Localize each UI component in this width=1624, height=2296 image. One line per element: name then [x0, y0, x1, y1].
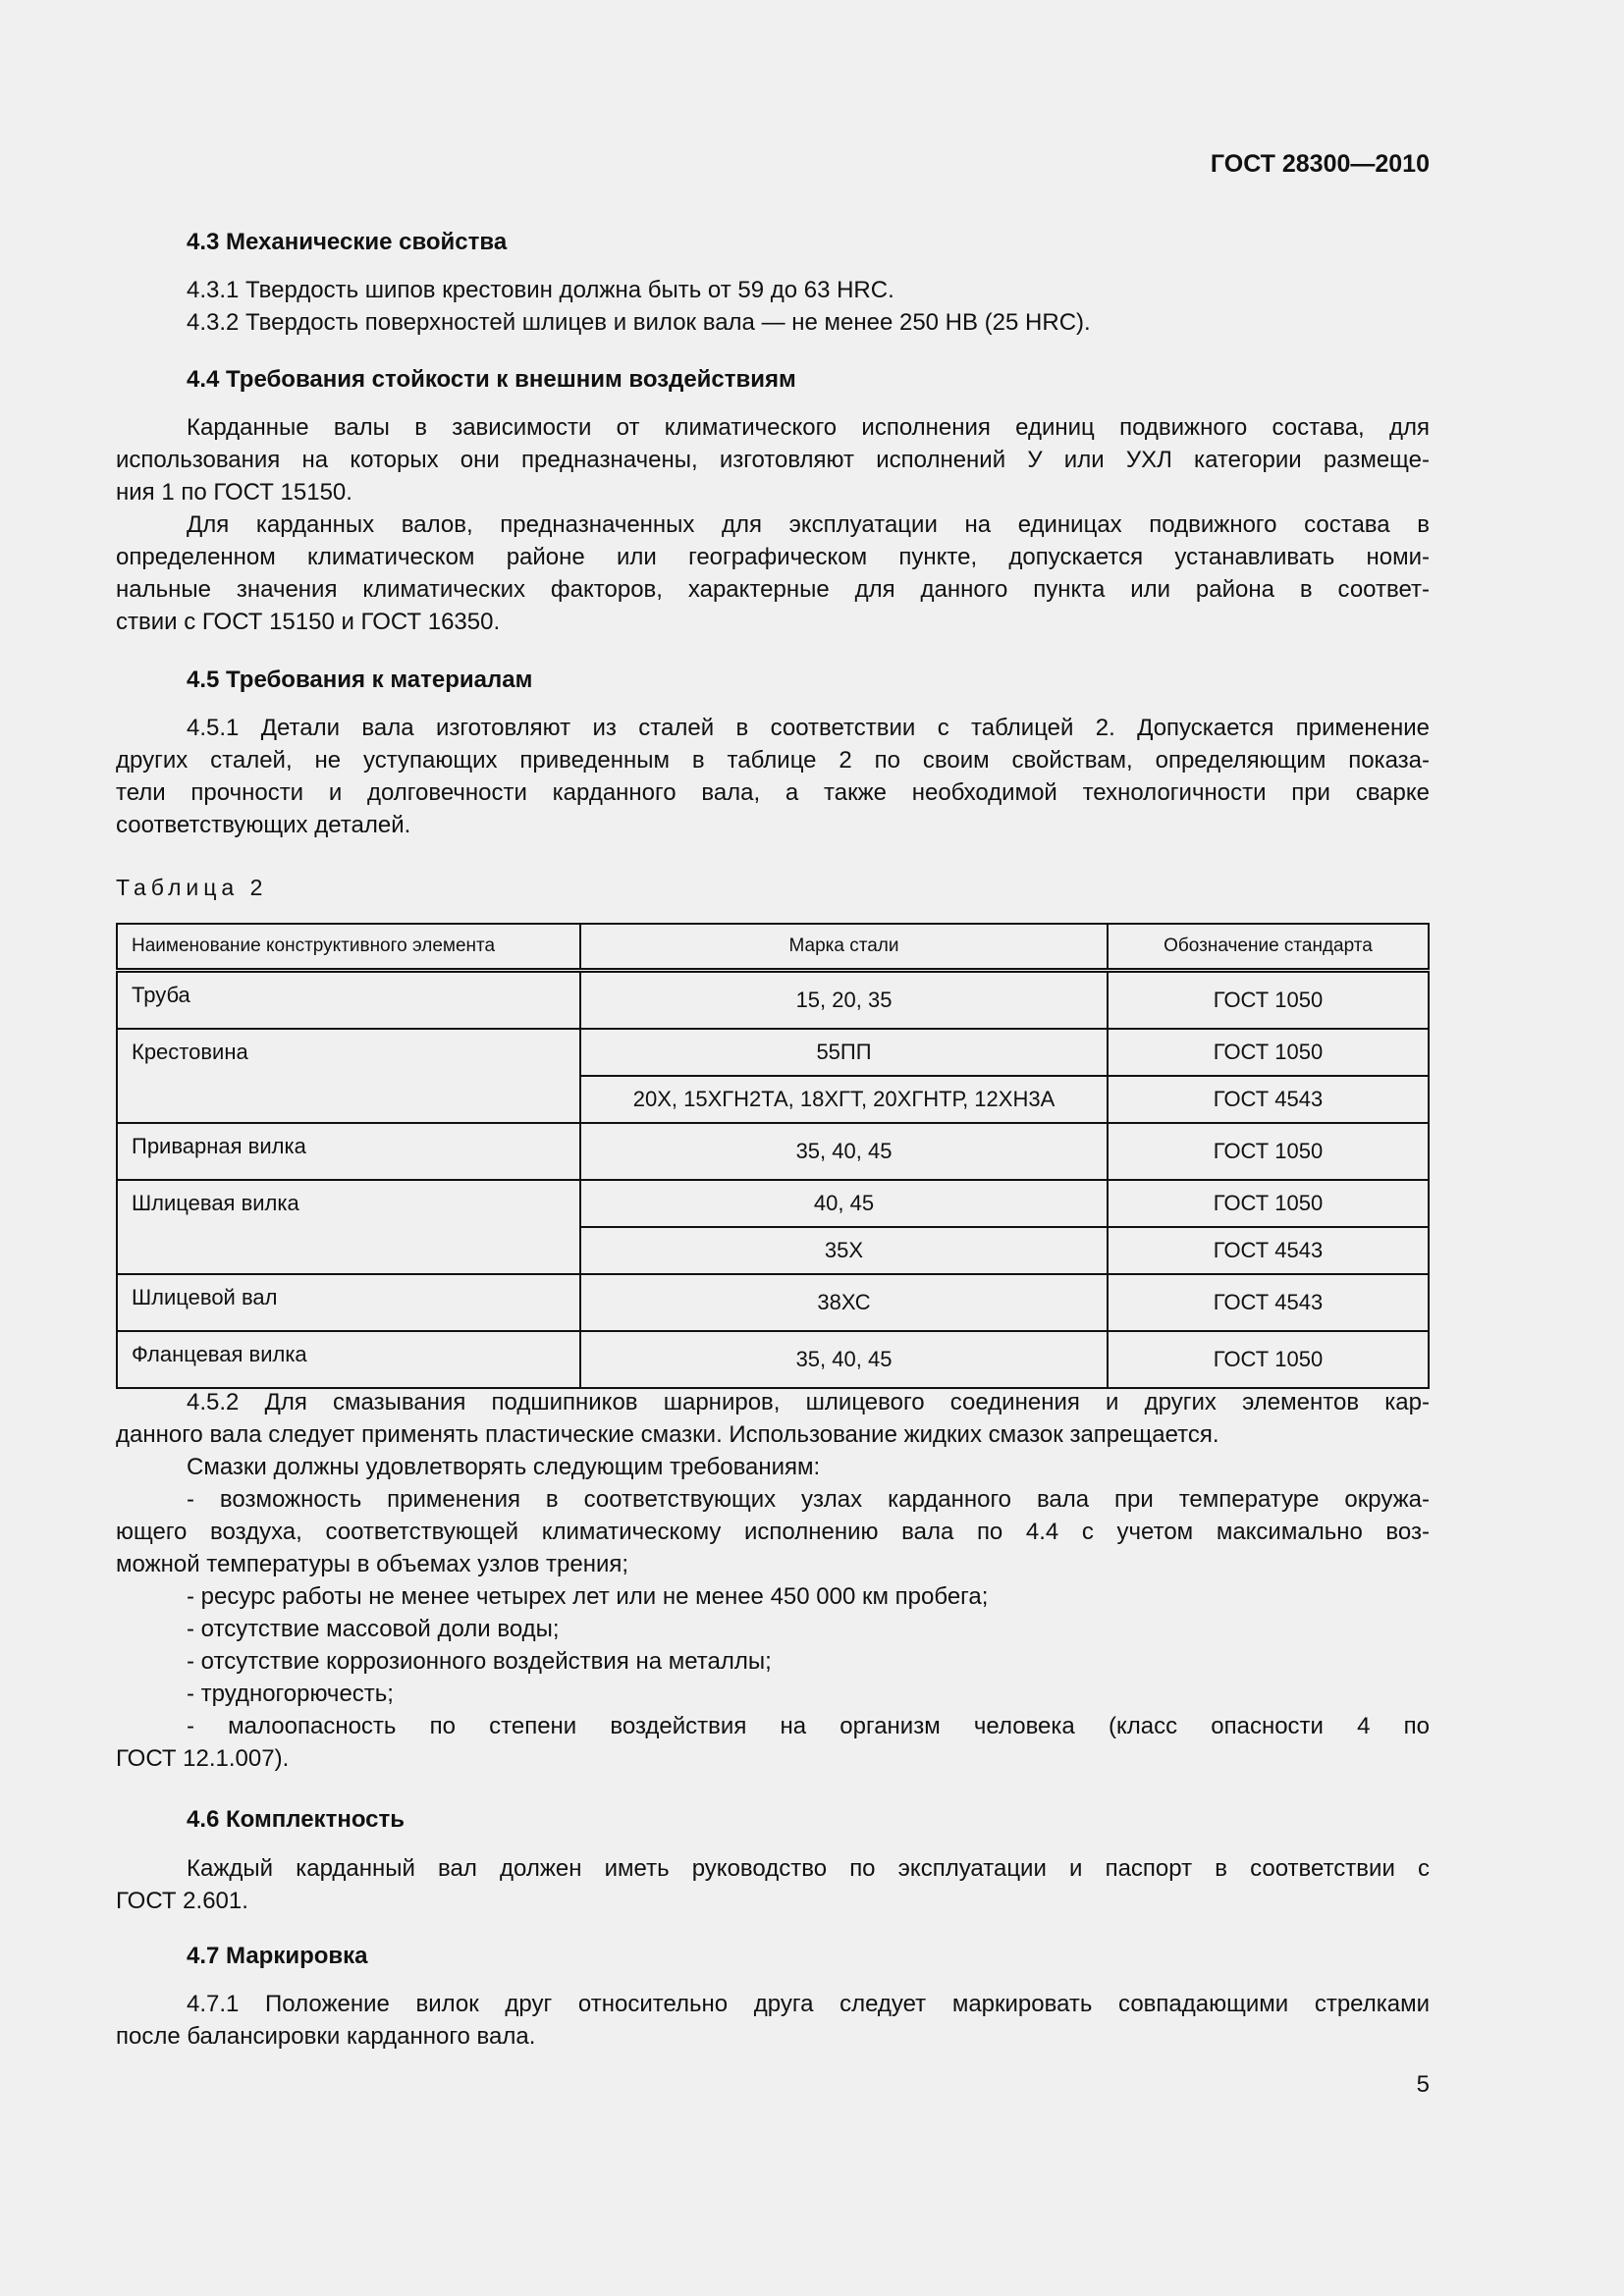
standard-cell: ГОСТ 4543	[1108, 1274, 1429, 1331]
section-4-6-heading: 4.6 Комплектность	[187, 1806, 406, 1833]
text-line: определенном климатическом районе или географическом пункте, допускается устанавливать номи-	[116, 544, 1430, 570]
steel-grade-cell: 55ПП	[580, 1029, 1108, 1076]
table-row	[117, 1180, 1429, 1227]
text-line: использования на которых они предназначены, изготовляют исполнений У или УХЛ категории размеще-	[116, 447, 1430, 473]
table-header-row	[117, 924, 1429, 971]
page-number: 5	[1416, 2071, 1430, 2098]
column-header-standard: Обозначение стандарта	[1108, 924, 1429, 971]
standard-cell: ГОСТ 1050	[1108, 1029, 1429, 1076]
table-row	[117, 1029, 1429, 1076]
text-line: - ресурс работы не менее четырех лет или не менее 450 000 км пробега;	[187, 1583, 989, 1610]
section-4-5-heading: 4.5 Требования к материалам	[187, 667, 533, 693]
element-name-cell: Фланцевая вилка	[117, 1331, 580, 1388]
steel-grade-cell: 35, 40, 45	[580, 1331, 1108, 1388]
text-line: Для карданных валов, предназначенных для эксплуатации на единицах подвижного состава в	[187, 511, 1430, 538]
standard-cell: ГОСТ 1050	[1108, 1123, 1429, 1180]
text-line: других сталей, не уступающих приведенным в таблице 2 по своим свойствам, определяющим показа-	[116, 747, 1430, 774]
standard-cell: ГОСТ 1050	[1108, 1180, 1429, 1227]
document-id-header: ГОСТ 28300—2010	[1210, 150, 1430, 178]
text-line: 4.3.2 Твердость поверхностей шлицев и вилок вала — не менее 250 НВ (25 HRC).	[187, 309, 1091, 336]
section-4-3-body	[116, 274, 1430, 339]
section-4-5-1-body	[116, 712, 1430, 841]
section-4-6-body	[116, 1852, 1430, 1917]
text-line: - трудногорючесть;	[187, 1681, 394, 1707]
standard-cell: ГОСТ 4543	[1108, 1227, 1429, 1274]
element-name-cell: Шлицевой вал	[117, 1274, 580, 1331]
section-4-4-heading: 4.4 Требования стойкости к внешним воздействиям	[187, 366, 796, 393]
text-line: ГОСТ 12.1.007).	[116, 1745, 290, 1772]
text-line: 4.7.1 Положение вилок друг относительно друга следует маркировать совпадающими стрелками	[187, 1991, 1430, 2017]
text-line: можной температуры в объемах узлов трения;	[116, 1551, 629, 1577]
table-row	[117, 971, 1429, 1030]
column-header-steel-grade: Марка стали	[580, 924, 1108, 971]
text-line: Смазки должны удовлетворять следующим требованиям:	[187, 1454, 821, 1480]
steel-grade-cell: 15, 20, 35	[580, 971, 1108, 1030]
element-name-cell: Труба	[117, 971, 580, 1030]
steel-grades-table	[116, 923, 1430, 1389]
text-line: ствии с ГОСТ 15150 и ГОСТ 16350.	[116, 609, 501, 635]
steel-grade-cell: 20Х, 15ХГН2ТА, 18ХГТ, 20ХГНТР, 12ХН3А	[580, 1076, 1108, 1123]
section-4-4-body	[116, 411, 1430, 638]
table-row	[117, 1331, 1429, 1388]
text-line: - возможность применения в соответствующих узлах карданного вала при температуре окружа-	[187, 1486, 1430, 1513]
section-4-7-heading: 4.7 Маркировка	[187, 1943, 368, 1969]
section-4-3-heading: 4.3 Механические свойства	[187, 229, 508, 255]
table-caption: Таблица 2	[116, 875, 268, 900]
text-line: Карданные валы в зависимости от климатического исполнения единиц подвижного состава, для	[187, 414, 1430, 441]
steel-grade-cell: 35Х	[580, 1227, 1108, 1274]
section-4-5-2-body	[116, 1386, 1430, 1775]
text-line: ГОСТ 2.601.	[116, 1888, 248, 1914]
text-line: - отсутствие массовой доли воды;	[187, 1616, 560, 1642]
text-line: нальные значения климатических факторов, характерные для данного пункта или района в соответ-	[116, 576, 1430, 603]
text-line: - отсутствие коррозионного воздействия на металлы;	[187, 1648, 772, 1675]
text-line: тели прочности и долговечности карданного вала, а также необходимой технологичности при сварке	[116, 779, 1430, 806]
text-line: после балансировки карданного вала.	[116, 2023, 536, 2050]
text-line: Каждый карданный вал должен иметь руководство по эксплуатации и паспорт в соответствии с	[187, 1855, 1430, 1882]
standard-cell: ГОСТ 1050	[1108, 1331, 1429, 1388]
steel-grade-cell: 35, 40, 45	[580, 1123, 1108, 1180]
element-name-cell: Приварная вилка	[117, 1123, 580, 1180]
text-line: - малоопасность по степени воздействия на организм человека (класс опасности 4 по	[187, 1713, 1430, 1739]
column-header-element: Наименование конструктивного элемента	[117, 924, 580, 971]
text-line: ющего воздуха, соответствующей климатическому исполнению вала по 4.4 с учетом максимально воз-	[116, 1519, 1430, 1545]
table-row	[117, 1274, 1429, 1331]
text-line: 4.3.1 Твердость шипов крестовин должна быть от 59 до 63 HRC.	[187, 277, 894, 303]
table-row	[117, 1123, 1429, 1180]
section-4-7-body	[116, 1988, 1430, 2053]
standard-cell: ГОСТ 1050	[1108, 971, 1429, 1030]
element-name-cell: Шлицевая вилка	[117, 1180, 580, 1274]
text-line: данного вала следует применять пластические смазки. Использование жидких смазок запрещается.	[116, 1421, 1219, 1448]
element-name-cell: Крестовина	[117, 1029, 580, 1123]
standard-cell: ГОСТ 4543	[1108, 1076, 1429, 1123]
text-line: 4.5.1 Детали вала изготовляют из сталей в соответствии с таблицей 2. Допускается применение	[187, 715, 1430, 741]
steel-grade-cell: 38ХС	[580, 1274, 1108, 1331]
steel-grade-cell: 40, 45	[580, 1180, 1108, 1227]
text-line: 4.5.2 Для смазывания подшипников шарниров, шлицевого соединения и других элементов кар-	[187, 1389, 1430, 1415]
text-line: соответствующих деталей.	[116, 812, 411, 838]
text-line: ния 1 по ГОСТ 15150.	[116, 479, 352, 506]
